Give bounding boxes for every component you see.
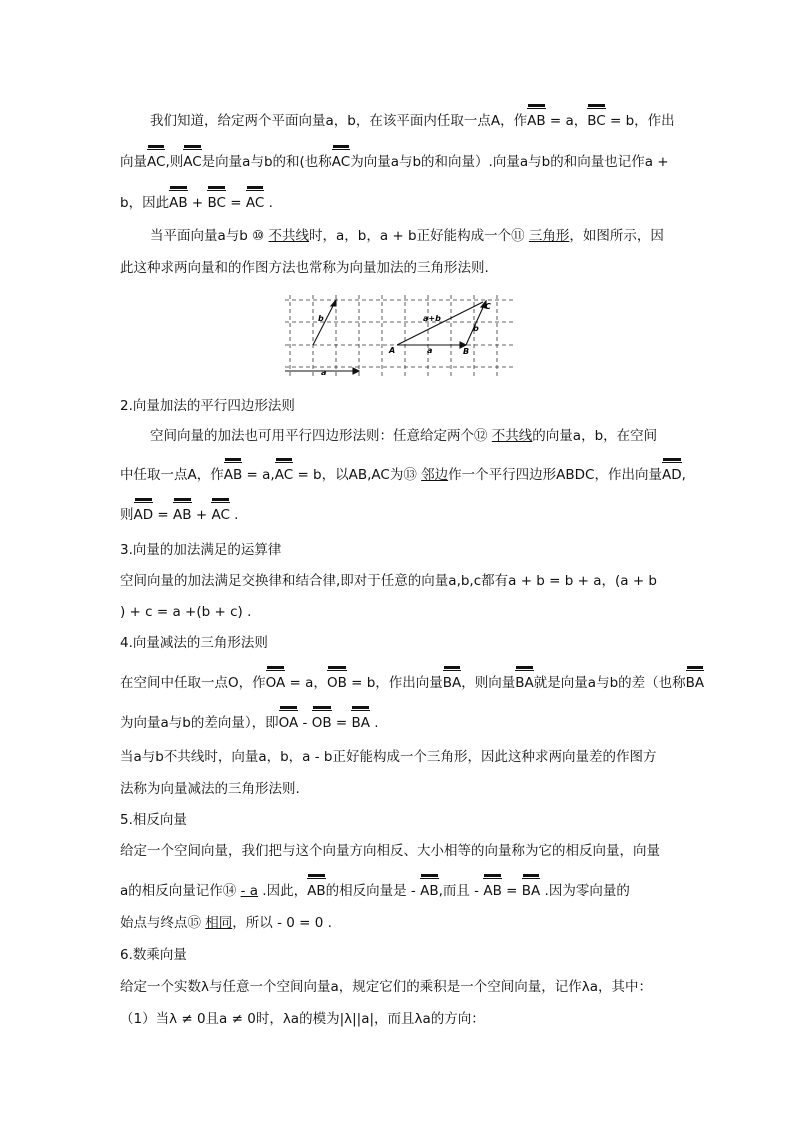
text: .因此， [258,883,308,899]
label-a: a [427,346,433,355]
text: = a， [285,675,327,691]
para-line [120,506,238,524]
text: 为向量a与b的和向量）.向量a与b的和向量也记作a + [350,154,669,170]
para-line [120,674,704,692]
text: a的相反向量记作⑭ [120,883,241,899]
para-line: 给定一个实数λ与任意一个空间向量a，规定它们的乘积是一个空间向量，记作λa，其中： [120,979,653,995]
text: 当平面向量a与b ⑩ [150,228,269,244]
vector: AC [245,195,265,211]
para-line: 此这种求两向量和的作图方法也常称为向量加法的三角形法则. [120,260,489,276]
text: 时，a，b，a + b正好能构成一个⑪ [309,228,529,244]
para-line [150,427,657,445]
section-heading: 4.向量减法的三角形法则 [120,635,268,651]
vector: AC [211,507,230,523]
vector: AD [661,467,682,483]
text: 的相反向量是 - [325,883,421,899]
label-b-left: b [318,314,324,323]
text: b，因此 [120,195,170,211]
text: = b，以AB,AC为⑬ [293,467,422,483]
section-heading: 5.相反向量 [120,812,187,828]
para-line [120,914,332,932]
vector: OB [326,675,347,691]
para-line [120,714,379,732]
label-b: b [473,324,479,333]
text: .因为零向量的 [540,883,630,899]
text: 的向量a，b，在空间 [532,428,658,444]
vector: OA [278,715,299,731]
vector: OA [265,675,286,691]
answer-blank: 邻边 [421,467,449,483]
point-c-label: C [485,302,491,311]
vector-triangle-figure [285,295,515,377]
text: = a， [545,113,588,129]
vector: AB [307,883,326,899]
answer-blank: 三角形 [528,228,570,244]
para-line [150,112,675,130]
text: = b，作出 [605,113,675,129]
point-a-label: A [389,346,396,355]
vector: AC [147,154,166,170]
para-line [150,227,664,245]
answer-blank: 不共线 [268,228,310,244]
text: 中任取一点A，作 [120,467,224,483]
vector: AD [133,507,154,523]
vector: AC [274,467,294,483]
vector: AB [483,883,502,899]
text: ，如图所示，因 [569,228,664,244]
answer-blank: 相同 [205,915,233,931]
point-b-label: B [463,347,470,356]
answer-blank: - a [240,883,259,899]
vector: BA [521,883,541,899]
text: = [501,883,522,899]
text: + [191,507,212,523]
text: 就是向量a与b的差（也称 [533,675,686,691]
para-line: 法称为向量减法的三角形法则. [120,781,300,797]
text: 空间向量的加法也可用平行四边形法则：任意给定两个⑫ [150,428,492,444]
para-line: 给定一个空间向量，我们把与这个向量方向相反、大小相等的向量称为它的相反向量，向量 [120,843,660,859]
text: = [153,507,174,523]
vector: AB [173,507,192,523]
section-heading: 2.向量加法的平行四边形法则 [120,398,295,414]
text: = a, [242,467,275,483]
para-line: 当a与b不共线时，向量a，b，a - b正好能构成一个三角形，因此这种求两向量差的作图方 [120,749,657,765]
section-heading: 3.向量的加法满足的运算律 [120,542,282,558]
vector: AC [331,154,351,170]
text: ,而且 - [438,883,484,899]
text: 我们知道，给定两个平面向量a，b，在该平面内任取一点A，作 [150,113,528,129]
vector: BC [207,195,226,211]
para-line: ) + c = a +(b + c) . [120,604,252,620]
vector: AB [169,195,188,211]
vector: BA [515,675,534,691]
text: . [229,507,239,523]
text: = [225,195,246,211]
text: 始点与终点⑮ [120,915,206,931]
text: ，则向量 [461,675,516,691]
vector: BA [685,675,705,691]
text: . [264,195,273,211]
text: ,则 [165,154,184,170]
section-heading: 6.数乘向量 [120,947,187,963]
text: 在空间中任取一点O，作 [120,675,266,691]
para-line: （1）当λ ≠ 0且a ≠ 0时，λa的模为|λ||a|，而且λa的方向： [120,1011,485,1027]
text: + [187,195,208,211]
vector: AB [420,883,439,899]
vector: BA [442,675,462,691]
para-line [120,882,630,900]
answer-blank: 不共线 [491,428,533,444]
text: = [331,715,352,731]
text: ，所以 - 0 = 0 . [232,915,332,931]
label-a-plus-b: a+b [423,314,441,323]
text: 是向量a与b的和(也称 [201,154,332,170]
vector-b-left [313,300,336,345]
text: 向量 [120,154,147,170]
vector-a-plus-b [397,302,483,345]
text: , [681,467,686,483]
text: 为向量a与b的差向量），即 [120,715,279,731]
label-a-bottom: a [321,368,327,377]
para-line: 空间向量的加法满足交换律和结合律,即对于任意的向量a,b,c都有a + b = b + a，(a + b [120,573,658,589]
para-line [120,194,273,212]
vector: AC [183,154,202,170]
text: . [369,715,379,731]
para-line [120,153,669,171]
text: = b，作出向量 [346,675,443,691]
vector: AB [223,467,243,483]
para-line [120,466,686,484]
vector: BC [587,113,606,129]
vector: OB [311,715,332,731]
text: - [298,715,312,731]
vector: AB [527,113,546,129]
text: 作一个平行四边形ABDC，作出向量 [448,467,662,483]
vector: BA [351,715,370,731]
text: 则 [120,507,134,523]
